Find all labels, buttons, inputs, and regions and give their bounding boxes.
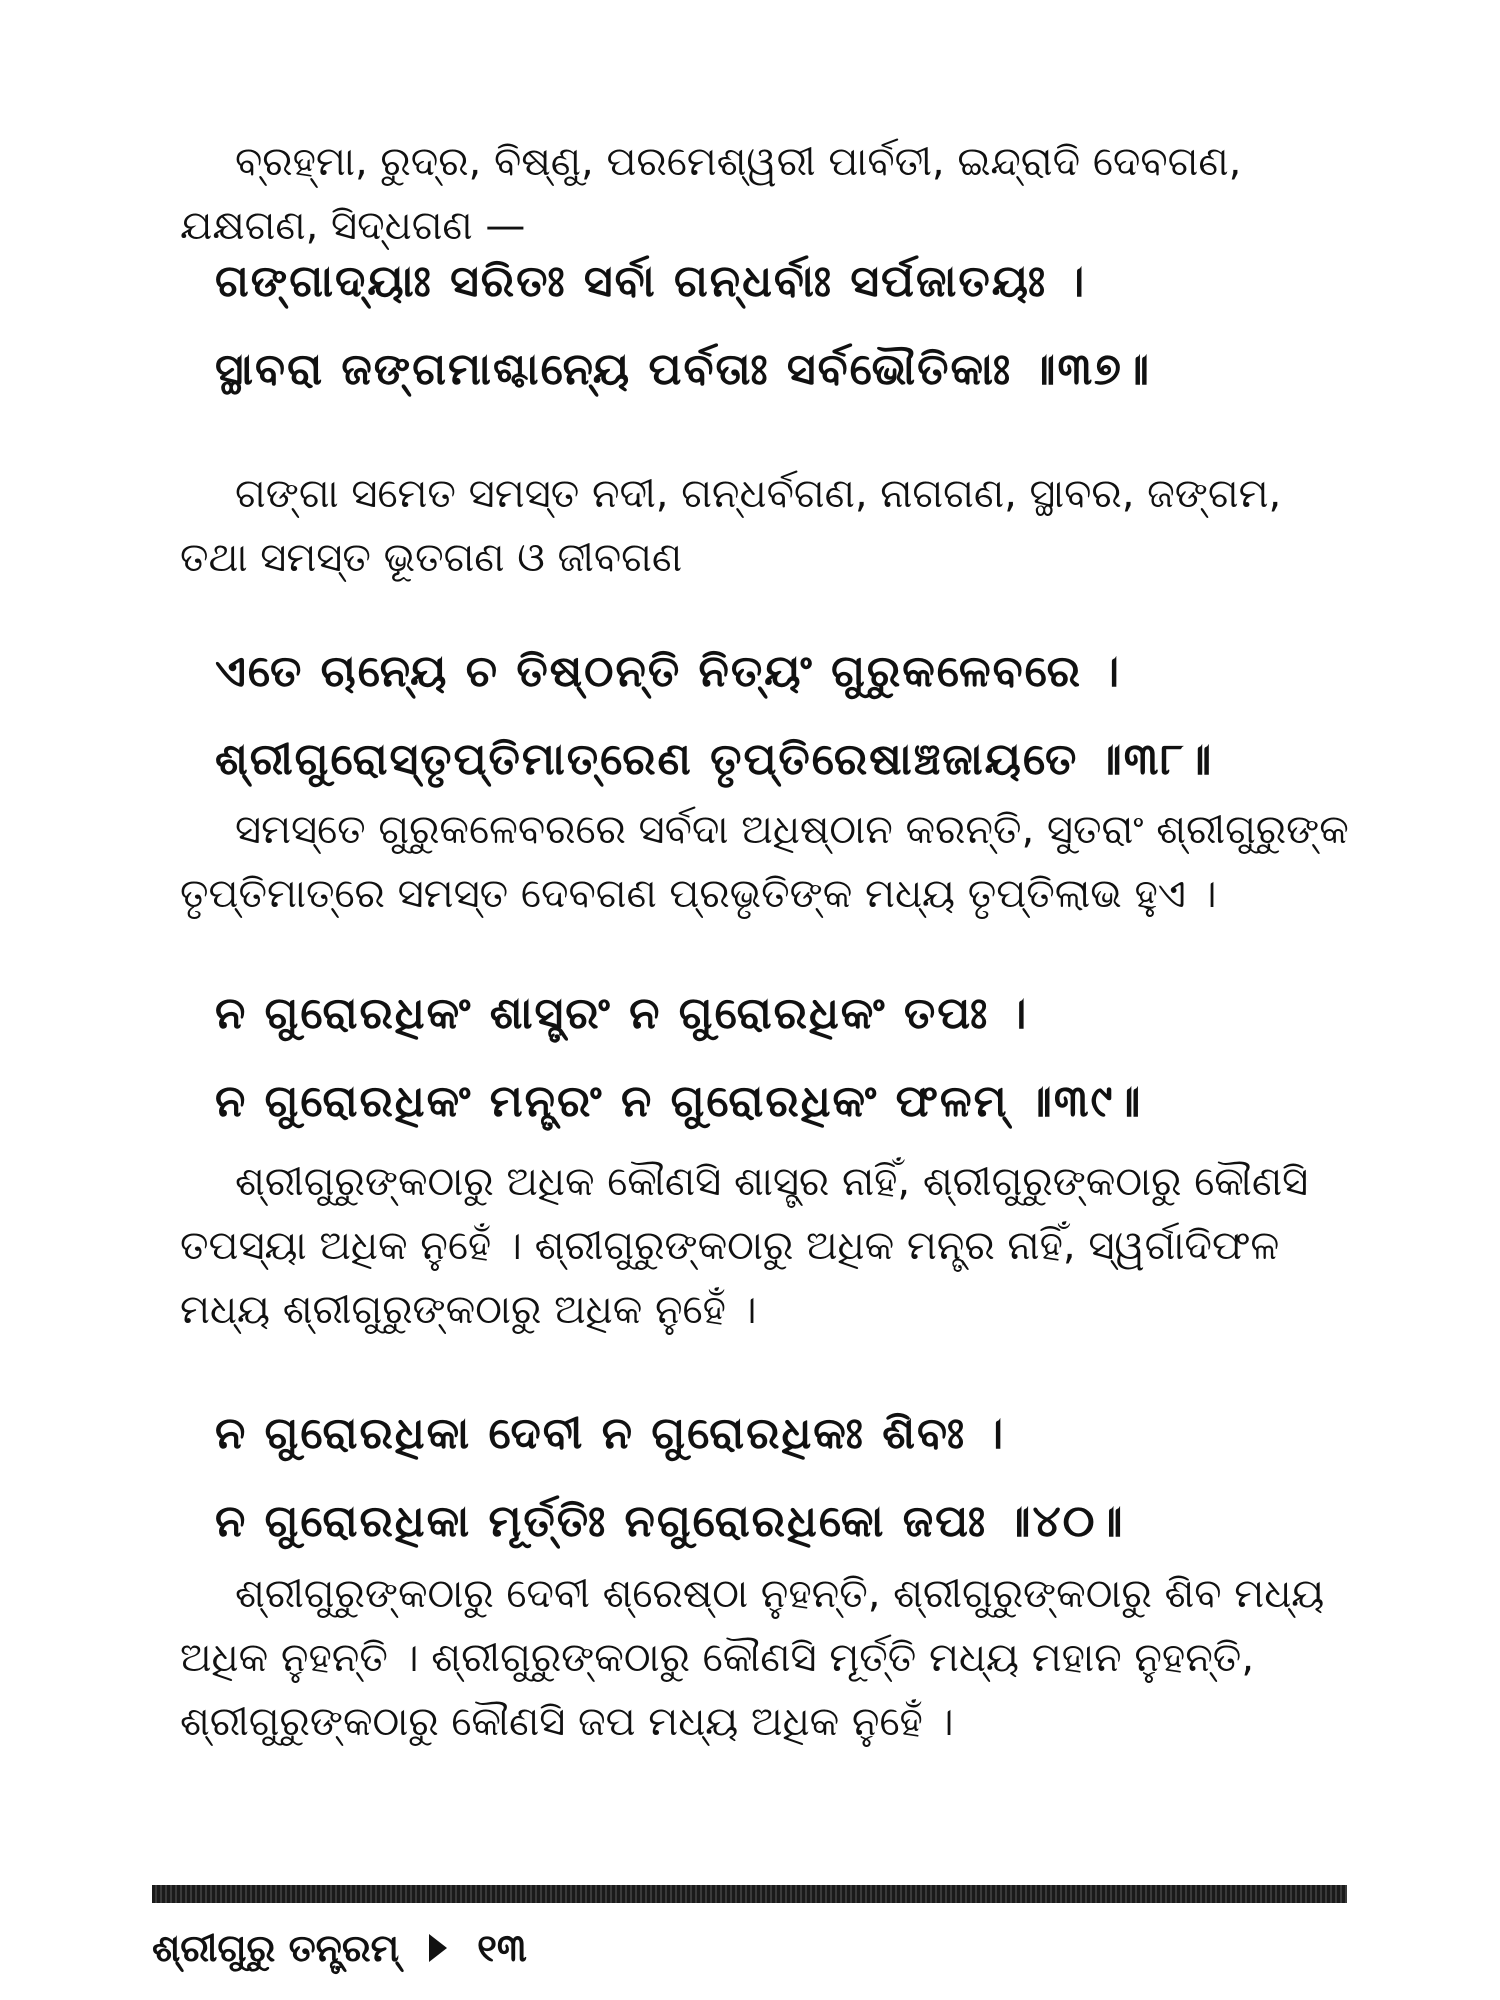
verse-line: ସ୍ଥାବରା ଜଙ୍ଗମାଶ୍ଚାନ୍ୟେ ପର୍ବତାଃ ସର୍ବଭୌତିକାଃ ॥୩୭॥ bbox=[215, 344, 1151, 395]
book-title: ଶ୍ରୀଗୁରୁ ତନ୍ତ୍ରମ୍ bbox=[152, 1926, 400, 1970]
verse-line: ନ ଗୁରୋରଧିକଂ ଶାସ୍ତ୍ରଂ ନ ଗୁରୋରଧିକଂ ତପଃ । bbox=[215, 988, 1029, 1039]
verse-40 bbox=[215, 1390, 1325, 1566]
meaning-paragraph: ସମସ୍ତେ ଗୁରୁକଳେବରରେ ସର୍ବଦା ଅଧିଷ୍ଠାନ କରନ୍ତି, ସୁତରାଂ ଶ୍ରୀଗୁରୁଙ୍କ ତୃପ୍ତିମାତ୍ରେ ସମସ୍ତ ଦେବଗଣ ପ୍ରଭୃତିଙ୍କ ମଧ୍ୟ ତୃପ୍ତିଲାଭ ହୁଏ । bbox=[180, 807, 1349, 917]
verse-38 bbox=[215, 628, 1325, 804]
verse-line: ଶ୍ରୀଗୁରୋସ୍ତୃପ୍ତିମାତ୍ରେଣ ତୃପ୍ତିରେଷାଞ୍ଚଜାୟତେ ॥୩୮॥ bbox=[215, 734, 1214, 785]
meaning-paragraph: ଗଙ୍ଗା ସମେତ ସମସ୍ତ ନଦୀ, ଗନ୍ଧର୍ବଗଣ, ନାଗଗଣ, ସ୍ଥାବର, ଜଙ୍ଗମ, ତଥା ସମସ୍ତ ଭୂତଗଣ ଓ ଜୀବଗଣ bbox=[180, 471, 1282, 581]
page-footer bbox=[152, 1918, 527, 1978]
verse-line: ନ ଗୁରୋରଧିକା ଦେବୀ ନ ଗୁରୋରଧିକଃ ଶିବଃ । bbox=[215, 1408, 1006, 1459]
meaning-paragraph: ଶ୍ରୀଗୁରୁଙ୍କଠାରୁ ଅଧିକ କୌଣସି ଶାସ୍ତ୍ର ନାହିଁ, ଶ୍ରୀଗୁରୁଙ୍କଠାରୁ କୌଣସି ତପସ୍ୟା ଅଧିକ ନୁହେଁ । ଶ୍ରୀଗୁରୁଙ୍କଠାରୁ ଅଧିକ ମନ୍ତ୍ର ନାହିଁ, ସ୍ୱର୍ଗାଦିଫଳ ମଧ୍ୟ ଶ୍ରୀଗୁରୁଙ୍କଠାରୁ ଅଧିକ ନୁହେଁ । bbox=[180, 1159, 1309, 1333]
verse-line: ନ ଗୁରୋରଧିକା ମୂର୍ତ୍ତିଃ ନଗୁରୋରଧିକୋ ଜପଃ ॥୪୦॥ bbox=[215, 1496, 1125, 1547]
intro-paragraph: ବ୍ରହ୍ମା, ରୁଦ୍ର, ବିଷ୍ଣୁ, ପରମେଶ୍ୱରୀ ପାର୍ବତୀ, ଇନ୍ଦ୍ରାଦି ଦେବଗଣ, ଯକ୍ଷଗଣ, ସିଦ୍ଧଗଣ — bbox=[180, 139, 1242, 249]
verse-line: ଗଙ୍ଗାଦ୍ୟାଃ ସରିତଃ ସର୍ବା ଗନ୍ଧର୍ବାଃ ସର୍ପଜାତୟଃ । bbox=[215, 256, 1087, 307]
verse-line: ଏତେ ଚାନ୍ୟେ ଚ ତିଷ୍ଠନ୍ତି ନିତ୍ୟଂ ଗୁରୁକଳେବରେ । bbox=[215, 646, 1122, 697]
verse-37 bbox=[215, 238, 1325, 414]
meaning-paragraph: ଶ୍ରୀଗୁରୁଙ୍କଠାରୁ ଦେବୀ ଶ୍ରେଷ୍ଠା ନୁହନ୍ତି, ଶ୍ରୀଗୁରୁଙ୍କଠାରୁ ଶିବ ମଧ୍ୟ ଅଧିକ ନୁହନ୍ତି । ଶ୍ରୀଗୁରୁଙ୍କଠାରୁ କୌଣସି ମୂର୍ତ୍ତି ମଧ୍ୟ ମହାନ ନୁହନ୍ତି, ଶ୍ରୀଗୁରୁଙ୍କଠାରୁ କୌଣସି ଜପ ମଧ୍ୟ ଅଧିକ ନୁହେଁ । bbox=[180, 1571, 1325, 1745]
footer-rule bbox=[152, 1885, 1347, 1903]
verse-line: ନ ଗୁରୋରଧିକଂ ମନ୍ତ୍ରଂ ନ ଗୁରୋରଧିକଂ ଫଳମ୍ ॥୩୯॥ bbox=[215, 1076, 1143, 1127]
triangle-right-icon bbox=[429, 1934, 447, 1962]
page-number: ୧୩ bbox=[477, 1926, 527, 1970]
verse-39 bbox=[215, 970, 1325, 1146]
